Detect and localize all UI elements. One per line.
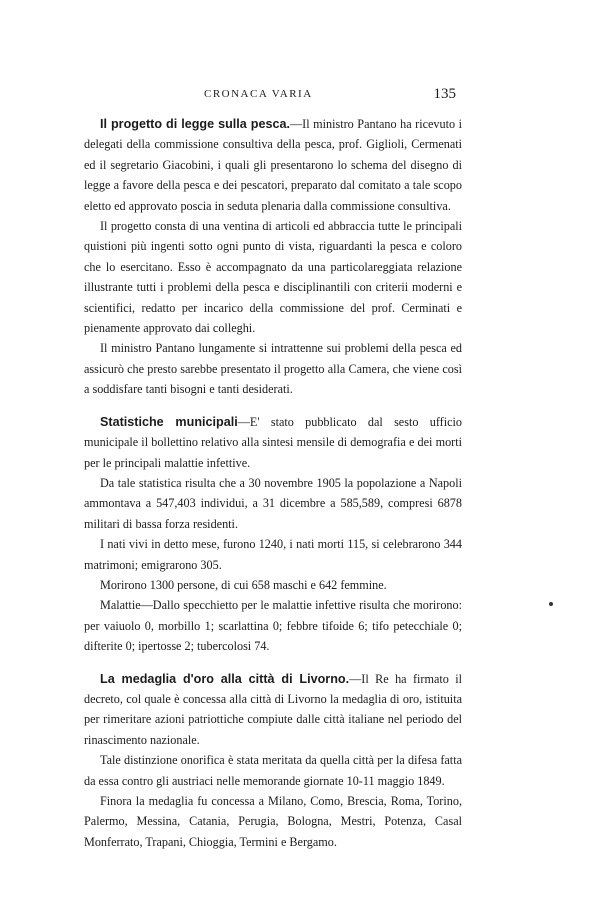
section-2-paragraph-5: Malattie—Dallo specchietto per le malattie infettive risulta che morirono: per vaiuolo 0, morbillo 1; scarlattina 0; febbre tifoide 6; tifo petecchiale 0; difterite 0; ipertosse 2; tubercolosi 74. — [84, 598, 462, 654]
section-3-paragraph-1 — [84, 669, 462, 751]
section-2-heading: Statistiche municipali — [100, 414, 238, 429]
section-1-paragraph-3: Il ministro Pantano lungamente si intrattenne sui problemi della pesca ed assicurò che presto sarebbe presentato il progetto alla Camera, che viene così a soddisfare tanti bisogni e tanti desiderati. — [84, 341, 462, 397]
section-2-paragraph-1 — [84, 412, 462, 473]
section-3-paragraph-2: Tale distinzione onorifica è stata meritata da quella città per la difesa fatta da essa contro gli austriaci nelle memorande giornate 10-11 maggio 1849. — [84, 753, 462, 788]
section-1-paragraph-2: Il progetto consta di una ventina di articoli ed abbraccia tutte le principali quistioni più ingenti sotto ogni punto di vista, riguardanti la pesca e coloro che lo esercitano. Esso è accompagnato da una particolareggiata relazione illustrante tutti i problemi della pesca e disciplinantili con criterii moderni e scientifici, redatto per incarico della commissione del prof. Cerminati e pienamente approvato dai colleghi. — [84, 219, 462, 336]
running-title: CRONACA VARIA — [204, 88, 313, 100]
section-1-heading: Il progetto di legge sulla pesca. — [100, 117, 290, 131]
section-1-text-1: —Il ministro Pantano ha ricevuto i delegati della commissione consultiva della pesca, prof. Giglioli, Cermenati ed il segretario Giacobini, i quali gli presentarono lo schema del disegno di legge a favore della pesca e dei pescatori, preparato dal comitato a tale scopo eletto ed approvato poscia in seduta plenaria dalla commissione consultiva. — [84, 117, 462, 213]
section-2-text-1: —E' stato pubblicato dal sesto ufficio municipale il bollettino relativo alla sintesi mensile di demografia e dei morti per le principali malattie infettive. — [84, 414, 462, 470]
section-3-paragraph-3: Finora la medaglia fu concessa a Milano, Como, Brescia, Roma, Torino, Palermo, Messina, Catania, Perugia, Bologna, Mestri, Potenza, Casal Monferrato, Trapani, Chioggia, Termini e Bergamo. — [84, 794, 462, 849]
section-2-paragraph-4: Morirono 1300 persone, di cui 658 maschi e 642 femmine. — [100, 577, 387, 592]
margin-ink-dot — [549, 602, 553, 606]
page-header — [84, 88, 456, 108]
section-2-paragraph-3: I nati vivi in detto mese, furono 1240, i nati morti 115, si celebrarono 344 matrimoni; emigrarono 305. — [84, 537, 462, 572]
section-3-heading: La medaglia d'oro alla città di Livorno. — [100, 671, 350, 686]
section-1-paragraph-1 — [84, 114, 462, 216]
section-2-paragraph-2: Da tale statistica risulta che a 30 novembre 1905 la popolazione a Napoli ammontava a 547,403 individui, a 31 dicembre a 585,589, compresi 6878 militari di bassa forza residenti. — [84, 475, 462, 531]
page-number: 135 — [433, 86, 456, 102]
page-body — [84, 114, 462, 852]
section-3-text-1: —Il Re ha firmato il decreto, col quale è concessa alla città di Livorno la medaglia di oro, istituita per rimeritare azioni patriottiche compiute dalle città italiane nel periodo del rinascimento nazionale. — [84, 671, 462, 747]
